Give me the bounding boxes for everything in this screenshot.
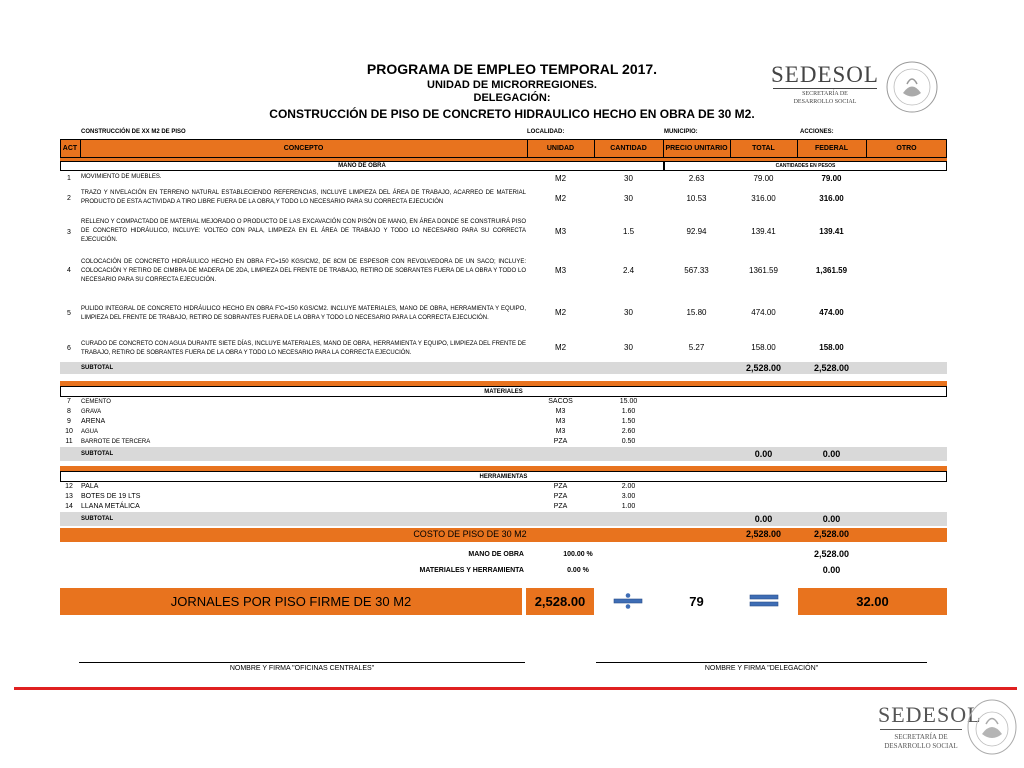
costo-label: COSTO DE PISO DE 30 M2 xyxy=(413,529,527,539)
signature-left: NOMBRE Y FIRMA "OFICINAS CENTRALES" xyxy=(229,665,375,672)
col-cantidad: CANTIDAD xyxy=(594,139,664,158)
unit-title: UNIDAD DE MICRORREGIONES. xyxy=(427,79,597,91)
col-unidad: UNIDAD xyxy=(527,139,595,158)
row-qty: 1.50 xyxy=(621,418,636,425)
subtotal-herramientas-federal: 0.00 xyxy=(822,514,841,524)
row-act: 7 xyxy=(67,398,71,405)
info-acciones: ACCIONES: xyxy=(800,129,834,135)
costo-total: 2,528.00 xyxy=(745,529,782,539)
col-federal: FEDERAL xyxy=(797,139,867,158)
row-concept: TRAZO Y NIVELACIÓN EN TERRENO NATURAL ESTABLECIENDO REFERENCIAS, INCLUYE LIMPIEZA DEL ÁREA DE TRABAJO, ACARREO DE MATERIAL PRODUCTO DE ESTA ACTIVIDAD A TIRO LIBRE FUERA DE LA OBRA,Y TODO LO NECESARIO PARA SU CORRECTA EJECUCIÓN xyxy=(81,190,526,205)
jornales-result: 32.00 xyxy=(856,594,889,609)
subtotal-materiales-federal: 0.00 xyxy=(822,449,841,459)
mano-obra-section: MANO DE OBRA xyxy=(60,161,664,171)
jornales-divisor: 79 xyxy=(689,594,704,609)
row-qty: 0.50 xyxy=(621,438,636,445)
signature-line-left xyxy=(79,662,525,663)
row-act: 9 xyxy=(67,418,71,425)
row-concept: BARROTE DE TERCERA xyxy=(81,439,151,445)
subtotal-herramientas-label: SUBTOTAL xyxy=(81,516,114,522)
row-total: 158.00 xyxy=(751,343,776,352)
row-unit: M2 xyxy=(554,174,567,183)
row-concept: PALA xyxy=(81,483,99,490)
cantidades-label: CANTIDADES EN PESOS xyxy=(664,161,947,171)
row-federal: 139.41 xyxy=(819,227,844,236)
row-unit: PZA xyxy=(553,438,568,445)
row-federal: 79.00 xyxy=(821,174,842,183)
sedesol-wordmark: SEDESOL xyxy=(771,62,879,87)
logo-line2: DESARROLLO SOCIAL xyxy=(793,99,857,105)
row-price: 10.53 xyxy=(686,194,707,203)
row-act: 6 xyxy=(67,345,71,352)
jornales-label: JORNALES POR PISO FIRME DE 30 M2 xyxy=(170,594,412,609)
col-otro: OTRO xyxy=(896,145,917,152)
signature-line-right xyxy=(596,662,927,663)
row-qty: 30 xyxy=(624,174,633,183)
divide-icon xyxy=(613,593,643,609)
row-federal: 474.00 xyxy=(819,308,844,317)
logo-line2: DESARROLLO SOCIAL xyxy=(884,742,958,750)
row-total: 474.00 xyxy=(751,308,776,317)
row-act: 2 xyxy=(67,195,71,202)
subtotal-materiales-label: SUBTOTAL xyxy=(81,451,114,457)
summary-mano-pct: 100.00 % xyxy=(563,551,593,558)
row-act: 3 xyxy=(67,229,71,236)
signature-right: NOMBRE Y FIRMA "DELEGACIÓN" xyxy=(704,665,819,672)
row-concept: GRAVA xyxy=(81,409,102,415)
row-federal: 158.00 xyxy=(819,343,844,352)
row-price: 567.33 xyxy=(684,266,709,275)
row-concept: AGUA xyxy=(81,429,99,435)
col-precio: PRECIO UNITARIO xyxy=(663,139,731,158)
row-unit: M2 xyxy=(554,308,567,317)
row-price: 92.94 xyxy=(686,227,707,236)
mexico-seal-icon xyxy=(966,698,1018,756)
row-total: 79.00 xyxy=(753,174,774,183)
row-unit: M3 xyxy=(554,227,567,236)
col-act: ACT xyxy=(60,139,81,158)
row-qty: 1.5 xyxy=(622,227,635,236)
row-act: 5 xyxy=(67,310,71,317)
row-unit: PZA xyxy=(553,503,568,510)
row-qty: 2.00 xyxy=(621,483,636,490)
jornales-amount: 2,528.00 xyxy=(534,594,586,609)
col-concepto: CONCEPTO xyxy=(80,139,528,158)
info-localidad: LOCALIDAD: xyxy=(527,129,565,135)
costo-federal: 2,528.00 xyxy=(813,529,850,539)
row-concept: PULIDO INTEGRAL DE CONCRETO HIDRÁULICO HECHO EN OBRA F'C=150 KGS/CM2. INCLUYE MATERIALES, MANO DE OBRA, HERRAMIENTA Y EQUIPO, LIMPIEZA DEL FRENTE DE TRABAJO, RETIRO DE SOBRANTES FUERA DE LA OBRA Y TODO LO NECESARIO PARA LA CORRECTA EJECUCIÓN. xyxy=(81,306,526,321)
row-price: 5.27 xyxy=(688,343,705,352)
subtotal-herramientas-total: 0.00 xyxy=(754,514,773,524)
subtotal-mano-federal: 2,528.00 xyxy=(813,363,850,373)
row-unit: PZA xyxy=(553,483,568,490)
subtotal-mano-total: 2,528.00 xyxy=(745,363,782,373)
row-price: 15.80 xyxy=(686,308,707,317)
row-unit: SACOS xyxy=(548,398,573,405)
row-qty: 15.00 xyxy=(619,398,638,405)
subtotal-mano-label: SUBTOTAL xyxy=(81,365,114,371)
logo-underline xyxy=(880,729,962,730)
row-concept: LLANA METÁLICA xyxy=(81,503,140,510)
row-act: 11 xyxy=(65,438,73,445)
row-unit: M3 xyxy=(555,418,566,425)
logo-line1: SECRETARÍA DE xyxy=(894,733,948,741)
row-total: 1361.59 xyxy=(749,266,778,275)
row-unit: PZA xyxy=(553,493,568,500)
row-act: 14 xyxy=(65,503,73,510)
row-qty: 30 xyxy=(624,343,633,352)
logo-line1: SECRETARÍA DE xyxy=(802,91,848,97)
row-unit: M2 xyxy=(554,343,567,352)
row-act: 1 xyxy=(67,175,71,182)
summary-mat-value: 0.00 xyxy=(822,565,841,575)
row-act: 12 xyxy=(65,483,73,490)
construction-title: CONSTRUCCIÓN DE PISO DE CONCRETO HIDRAULICO HECHO EN OBRA DE 30 M2. xyxy=(269,107,755,121)
subtotal-materiales-total: 0.00 xyxy=(754,449,773,459)
summary-mano-value: 2,528.00 xyxy=(813,549,850,559)
sedesol-logo-top xyxy=(771,62,951,112)
row-qty: 1.00 xyxy=(621,503,636,510)
col-total: TOTAL xyxy=(730,139,798,158)
row-concept: MOVIMIENTO DE MUEBLES. xyxy=(81,174,162,180)
summary-mano-label: MANO DE OBRA xyxy=(468,551,524,558)
row-concept: CEMENTO xyxy=(81,399,111,405)
row-price: 2.63 xyxy=(688,174,705,183)
row-qty: 2.4 xyxy=(622,266,635,275)
row-qty: 2.60 xyxy=(621,428,636,435)
row-concept: ARENA xyxy=(81,418,106,425)
row-federal: 1,361.59 xyxy=(815,266,848,275)
row-federal: 316.00 xyxy=(819,194,844,203)
row-act: 8 xyxy=(67,408,71,415)
row-unit: M2 xyxy=(554,194,567,203)
info-municipio: MUNICIPIO: xyxy=(664,129,698,135)
row-act: 4 xyxy=(67,267,71,274)
row-qty: 3.00 xyxy=(621,493,636,500)
mexico-seal-icon xyxy=(885,60,939,114)
sedesol-wordmark: SEDESOL xyxy=(878,702,982,727)
row-unit: M3 xyxy=(554,266,567,275)
row-concept: BOTES DE 19 LTS xyxy=(81,493,141,500)
program-title: PROGRAMA DE EMPLEO TEMPORAL 2017. xyxy=(366,61,658,77)
row-concept: COLOCACIÓN DE CONCRETO HIDRÁULICO HECHO EN OBRA F'C=150 KGS/CM2, DE 8CM DE ESPESOR CON REVOLVEDORA DE UN SACO; INCLUYE: COLOCACIÓN Y RETIRO DE CIMBRA DE MADERA DE 2DA, LIMPIEZA DEL FRENTE DE TRABAJO, RETIRO DE SOBRANTES FUERA DE LA OBRA Y TODO LO NECESARIO PARA SU CORRECTA EJECUCIÓN. xyxy=(81,259,526,283)
row-unit: M3 xyxy=(555,408,566,415)
info-construccion: CONSTRUCCIÓN DE XX M2 DE PISO xyxy=(81,129,186,135)
herramientas-section: HERRAMIENTAS xyxy=(60,471,947,482)
row-qty: 1.60 xyxy=(621,408,636,415)
row-concept: RELLENO Y COMPACTADO DE MATERIAL MEJORADO O PRODUCTO DE LAS EXCAVACIÓN CON PISÓN DE MANO, EN ÁREA DONDE SE CONSTRUIRÁ PISO DE CONCRETO HIDRÁULICO, INCLUYE: VOLTEO CON PALA, LIMPIEZA EN EL ÁREA DE TRABAJO Y TODO LO NECESARIO PARA SU CORRECTA EJECUCIÓN. xyxy=(81,219,526,243)
summary-mat-pct: 0.00 % xyxy=(567,567,589,574)
summary-mat-label: MATERIALES Y HERRAMIENTA xyxy=(419,567,524,574)
sedesol-logo-bottom xyxy=(878,700,1018,760)
row-qty: 30 xyxy=(624,308,633,317)
row-total: 316.00 xyxy=(751,194,776,203)
row-act: 13 xyxy=(65,493,73,500)
row-total: 139.41 xyxy=(751,227,776,236)
equals-icon xyxy=(749,594,779,608)
materiales-section: MATERIALES xyxy=(60,386,947,397)
delegation-title: DELEGACIÓN: xyxy=(473,92,551,104)
row-qty: 30 xyxy=(624,194,633,203)
row-concept: CURADO DE CONCRETO CON AGUA DURANTE SIETE DÍAS, INCLUYE MATERIALES, MANO DE OBRA, HERRAMIENTA Y EQUIPO, LIMPIEZA DEL FRENTE DE TRABAJO, RETIRO DE SOBRANTES FUERA DE LA OBRA Y TODO LO NECESARIO PARA LA CORRECTA EJECUCIÓN. xyxy=(81,341,526,356)
logo-underline xyxy=(773,88,877,89)
row-act: 10 xyxy=(65,428,73,435)
row-unit: M3 xyxy=(555,428,566,435)
footer-red-rule xyxy=(14,687,1017,690)
